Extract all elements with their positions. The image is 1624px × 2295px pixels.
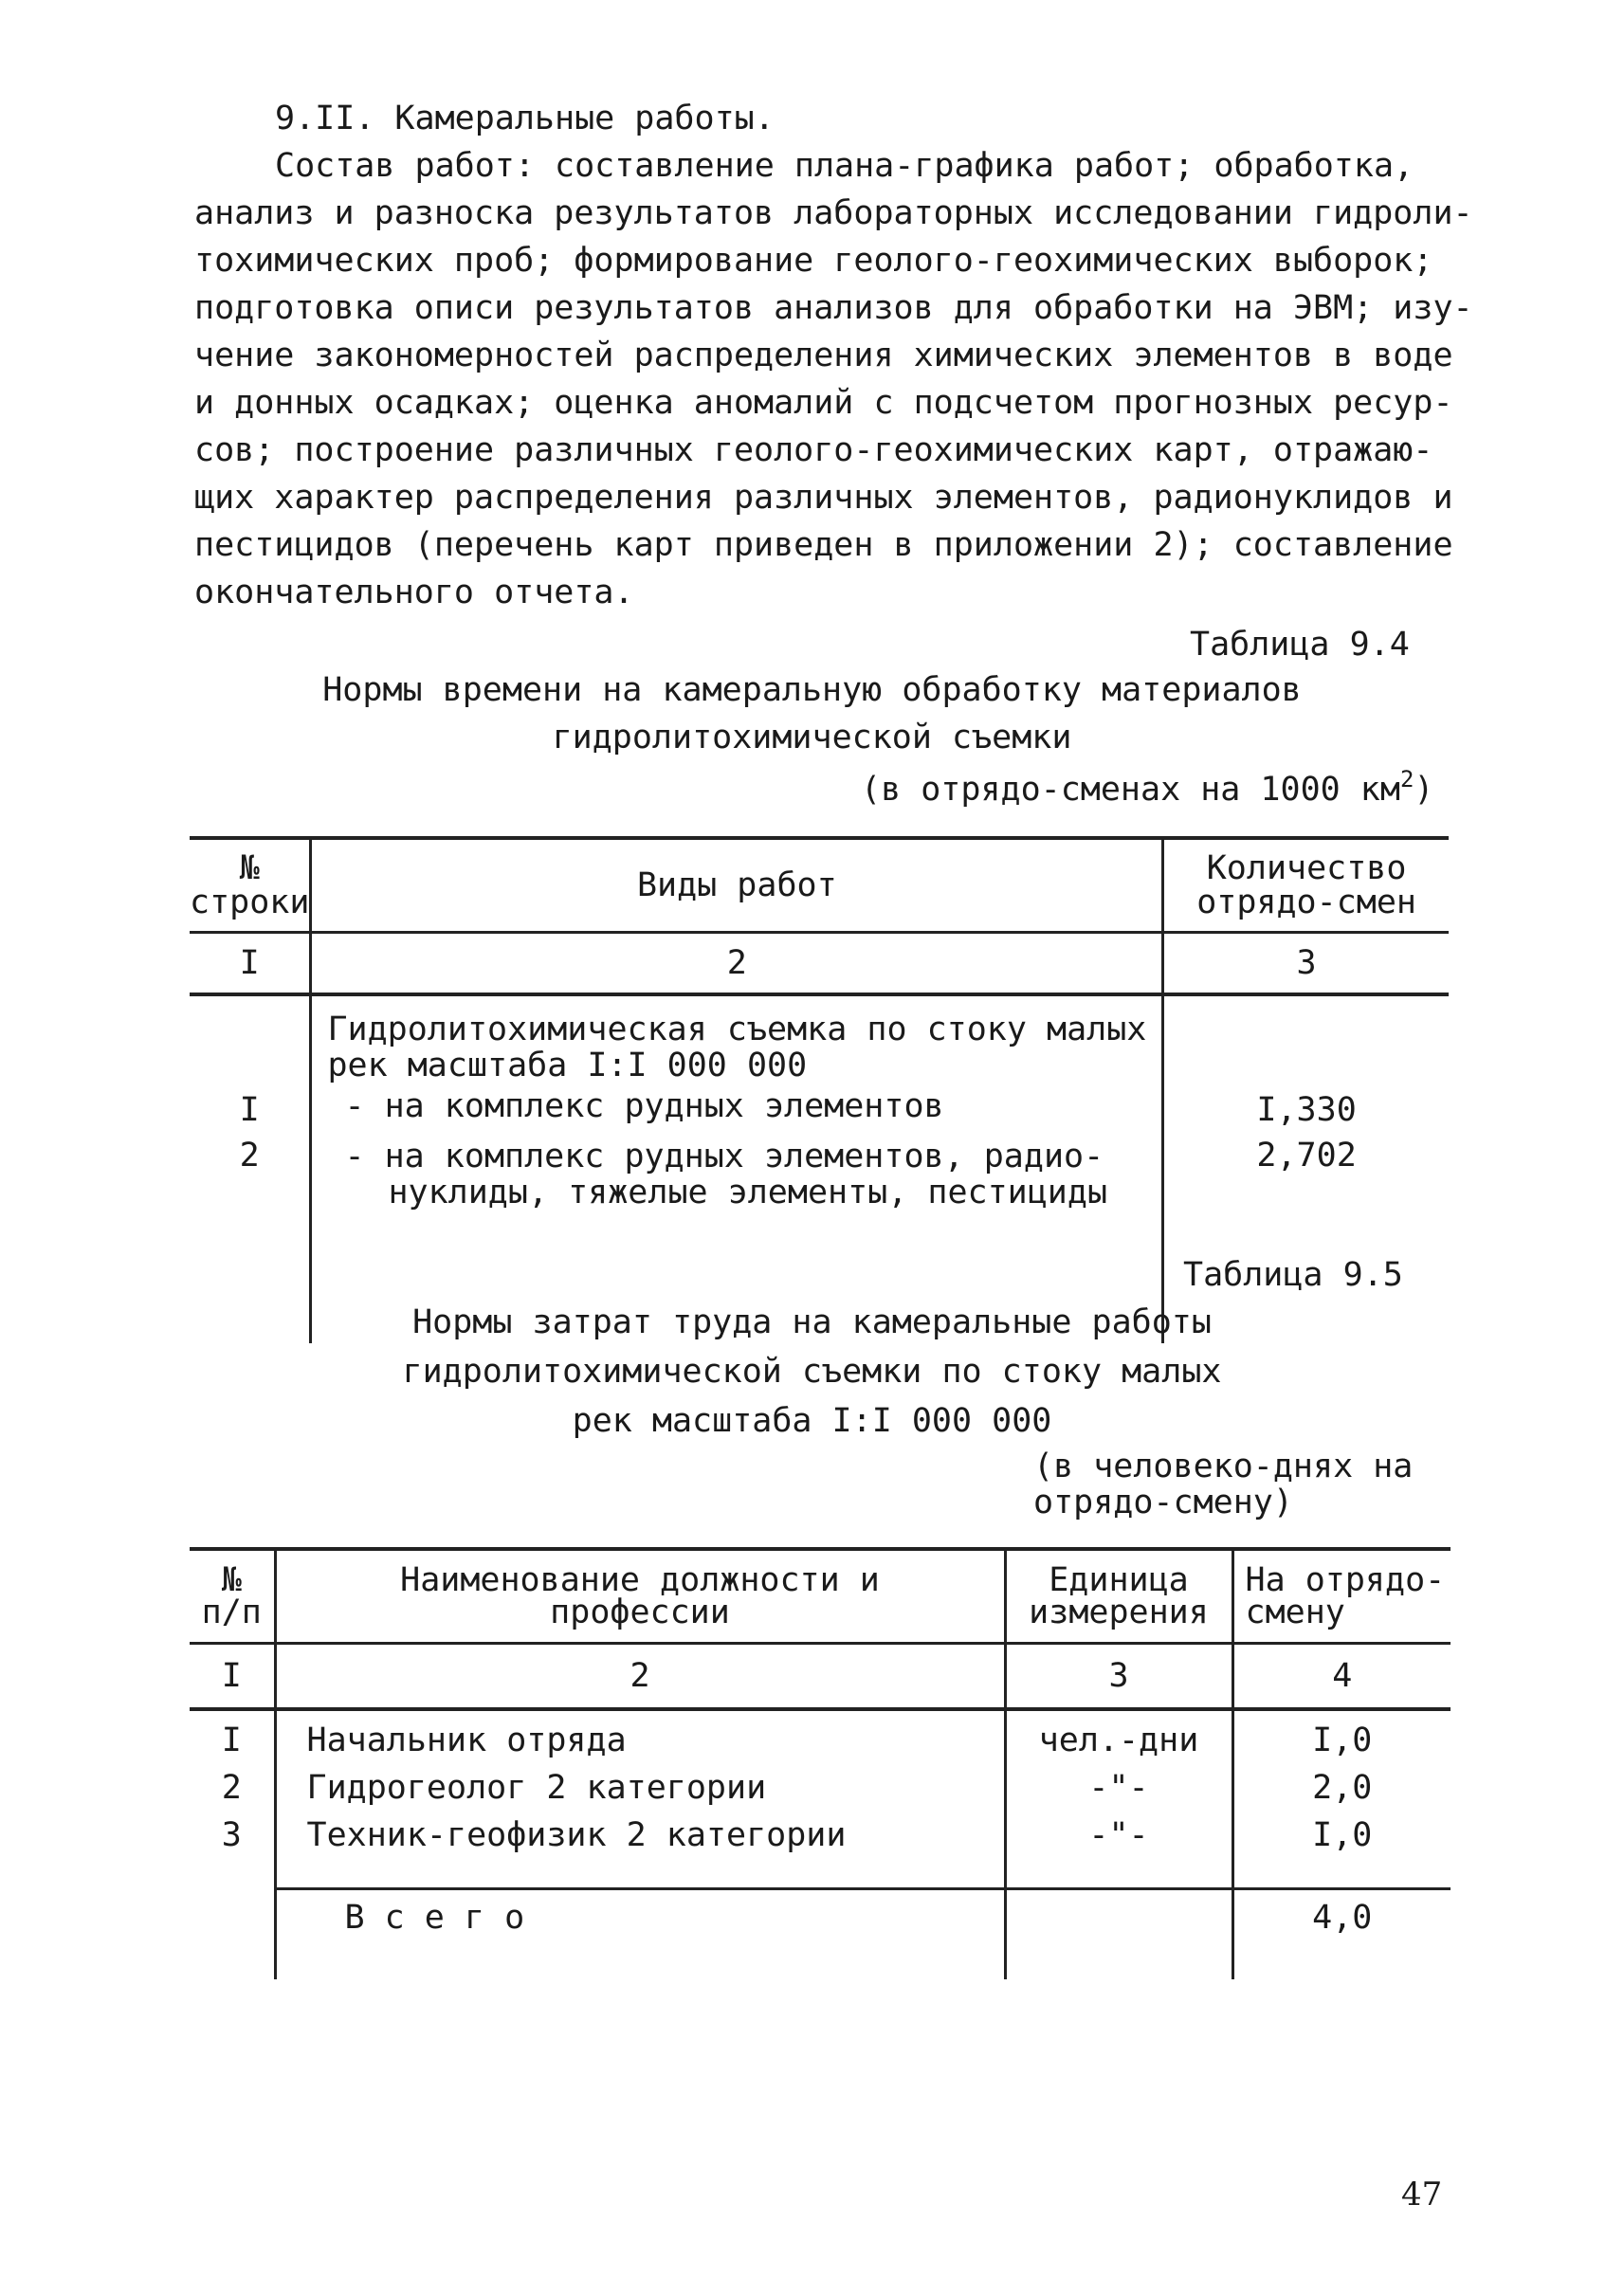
paragraph-line: тохимических проб; формирование геолого-геохимических выборок; bbox=[194, 242, 1433, 280]
table2-label: Таблица 9.5 bbox=[1183, 1256, 1403, 1294]
table1-row-work: - на комплекс рудных элементов bbox=[344, 1087, 944, 1125]
table2-row-value: 2,0 bbox=[1312, 1769, 1373, 1807]
table1-work-cell bbox=[311, 994, 1163, 1343]
table2-row-name: Техник-геофизик 2 категории bbox=[306, 1816, 847, 1854]
table2-total-unit-empty bbox=[1005, 1889, 1232, 1980]
table1-header-row-number: № строки bbox=[190, 838, 311, 933]
paragraph-line: и донных осадках; оценка аномалий с подсчетом прогнозных ресур- bbox=[194, 384, 1453, 422]
table1-row-num: I bbox=[239, 1091, 260, 1129]
table1-title-line: Нормы времени на камеральную обработку материалов bbox=[322, 671, 1302, 709]
table1-row-value: I,330 bbox=[1256, 1091, 1357, 1129]
table2-col-number: 4 bbox=[1232, 1644, 1451, 1710]
table1-group-title: рек масштаба I:I 000 000 bbox=[327, 1047, 808, 1084]
table2-row-num: 2 bbox=[221, 1769, 242, 1807]
table1-col-number: I bbox=[190, 933, 311, 995]
table2-row-unit: чел.-дни bbox=[1038, 1721, 1199, 1759]
table1-row-num: 2 bbox=[239, 1137, 260, 1175]
table2-header-unit: Единица измерения bbox=[1005, 1549, 1232, 1644]
table1-col-number: 3 bbox=[1163, 933, 1449, 995]
table2-row-num: I bbox=[221, 1721, 242, 1759]
table2-col-number: 3 bbox=[1005, 1644, 1232, 1710]
table2-col-number: I bbox=[190, 1644, 275, 1710]
table1-row-work: - на комплекс рудных элементов, радио- bbox=[344, 1138, 1104, 1175]
paragraph-line: сов; построение различных геолого-геохимических карт, отражаю- bbox=[194, 431, 1433, 469]
table1-title-line: гидролитохимической съемки bbox=[552, 719, 1072, 756]
table2-total-value: 4,0 bbox=[1232, 1889, 1451, 1980]
table2-row-numbers bbox=[190, 1709, 275, 1889]
table1-col-number: 2 bbox=[311, 933, 1163, 995]
table2-values-cell bbox=[1232, 1709, 1451, 1889]
section-heading: 9.II. Камеральные работы. bbox=[275, 100, 775, 137]
table1-unit-superscript: 2 bbox=[1399, 766, 1414, 792]
table2-row-unit: -"- bbox=[1088, 1769, 1149, 1807]
table2-total-empty bbox=[190, 1889, 275, 1980]
table1-group-title: Гидролитохимическая съемка по стоку малых bbox=[327, 1011, 1147, 1048]
section-paragraph bbox=[194, 142, 1473, 616]
page-number: 47 bbox=[1401, 2176, 1443, 2213]
table1-header-work-type: Виды работ bbox=[311, 838, 1163, 933]
table1-unit bbox=[861, 766, 1433, 816]
table2-header-per-shift: На отрядо- смену bbox=[1232, 1549, 1451, 1644]
table1-row-numbers bbox=[190, 994, 311, 1343]
table2-row-value: I,0 bbox=[1312, 1816, 1373, 1854]
table1-header-quantity: Количество отрядо-смен bbox=[1163, 838, 1449, 933]
table2-row-name: Гидрогеолог 2 категории bbox=[306, 1769, 767, 1807]
table1-row-value: 2,702 bbox=[1256, 1137, 1357, 1175]
table2-unit: (в человеко-днях на отрядо-смену) bbox=[1033, 1448, 1414, 1521]
table2-total-label: В с е г о bbox=[275, 1889, 1005, 1980]
table2-row-value: I,0 bbox=[1312, 1721, 1373, 1759]
table1-label: Таблица 9.4 bbox=[1190, 626, 1410, 664]
table2-header-number: № п/п bbox=[190, 1549, 275, 1644]
paragraph-line: окончательного отчета. bbox=[194, 574, 634, 611]
table2-row-name: Начальник отряда bbox=[306, 1721, 627, 1759]
table2-col-number: 2 bbox=[275, 1644, 1005, 1710]
paragraph-line: анализ и разноска результатов лабораторных исследовании гидроли- bbox=[194, 194, 1473, 232]
paragraph-line: щих характер распределения различных элементов, радионуклидов и bbox=[194, 479, 1453, 517]
table1-unit-close: ) bbox=[1414, 771, 1434, 809]
table1-unit-text: (в отрядо-сменах на 1000 км bbox=[861, 771, 1400, 809]
table2-units-cell bbox=[1005, 1709, 1232, 1889]
table2 bbox=[190, 1547, 1451, 1979]
table2-title-line: рек масштаба I:I 000 000 bbox=[572, 1402, 1052, 1440]
table2-names-cell bbox=[275, 1709, 1005, 1889]
paragraph-line: подготовка описи результатов анализов для обработки на ЭВМ; изу- bbox=[194, 289, 1473, 327]
table2-row-num: 3 bbox=[221, 1816, 242, 1854]
table1-row-work: нуклиды, тяжелые элементы, пестициды bbox=[388, 1174, 1108, 1211]
table2-header-position: Наименование должности и профессии bbox=[275, 1549, 1005, 1644]
table2-title-line: Нормы затрат труда на камеральные работы bbox=[412, 1303, 1212, 1341]
table2-title-line: гидролитохимической съемки по стоку малых bbox=[402, 1353, 1222, 1391]
paragraph-line: пестицидов (перечень карт приведен в приложении 2); составление bbox=[194, 526, 1453, 564]
paragraph-line: Состав работ: составление плана-графика работ; обработка, bbox=[275, 147, 1414, 185]
table2-row-unit: -"- bbox=[1088, 1816, 1149, 1854]
paragraph-line: чение закономерностей распределения химических элементов в воде bbox=[194, 337, 1453, 374]
